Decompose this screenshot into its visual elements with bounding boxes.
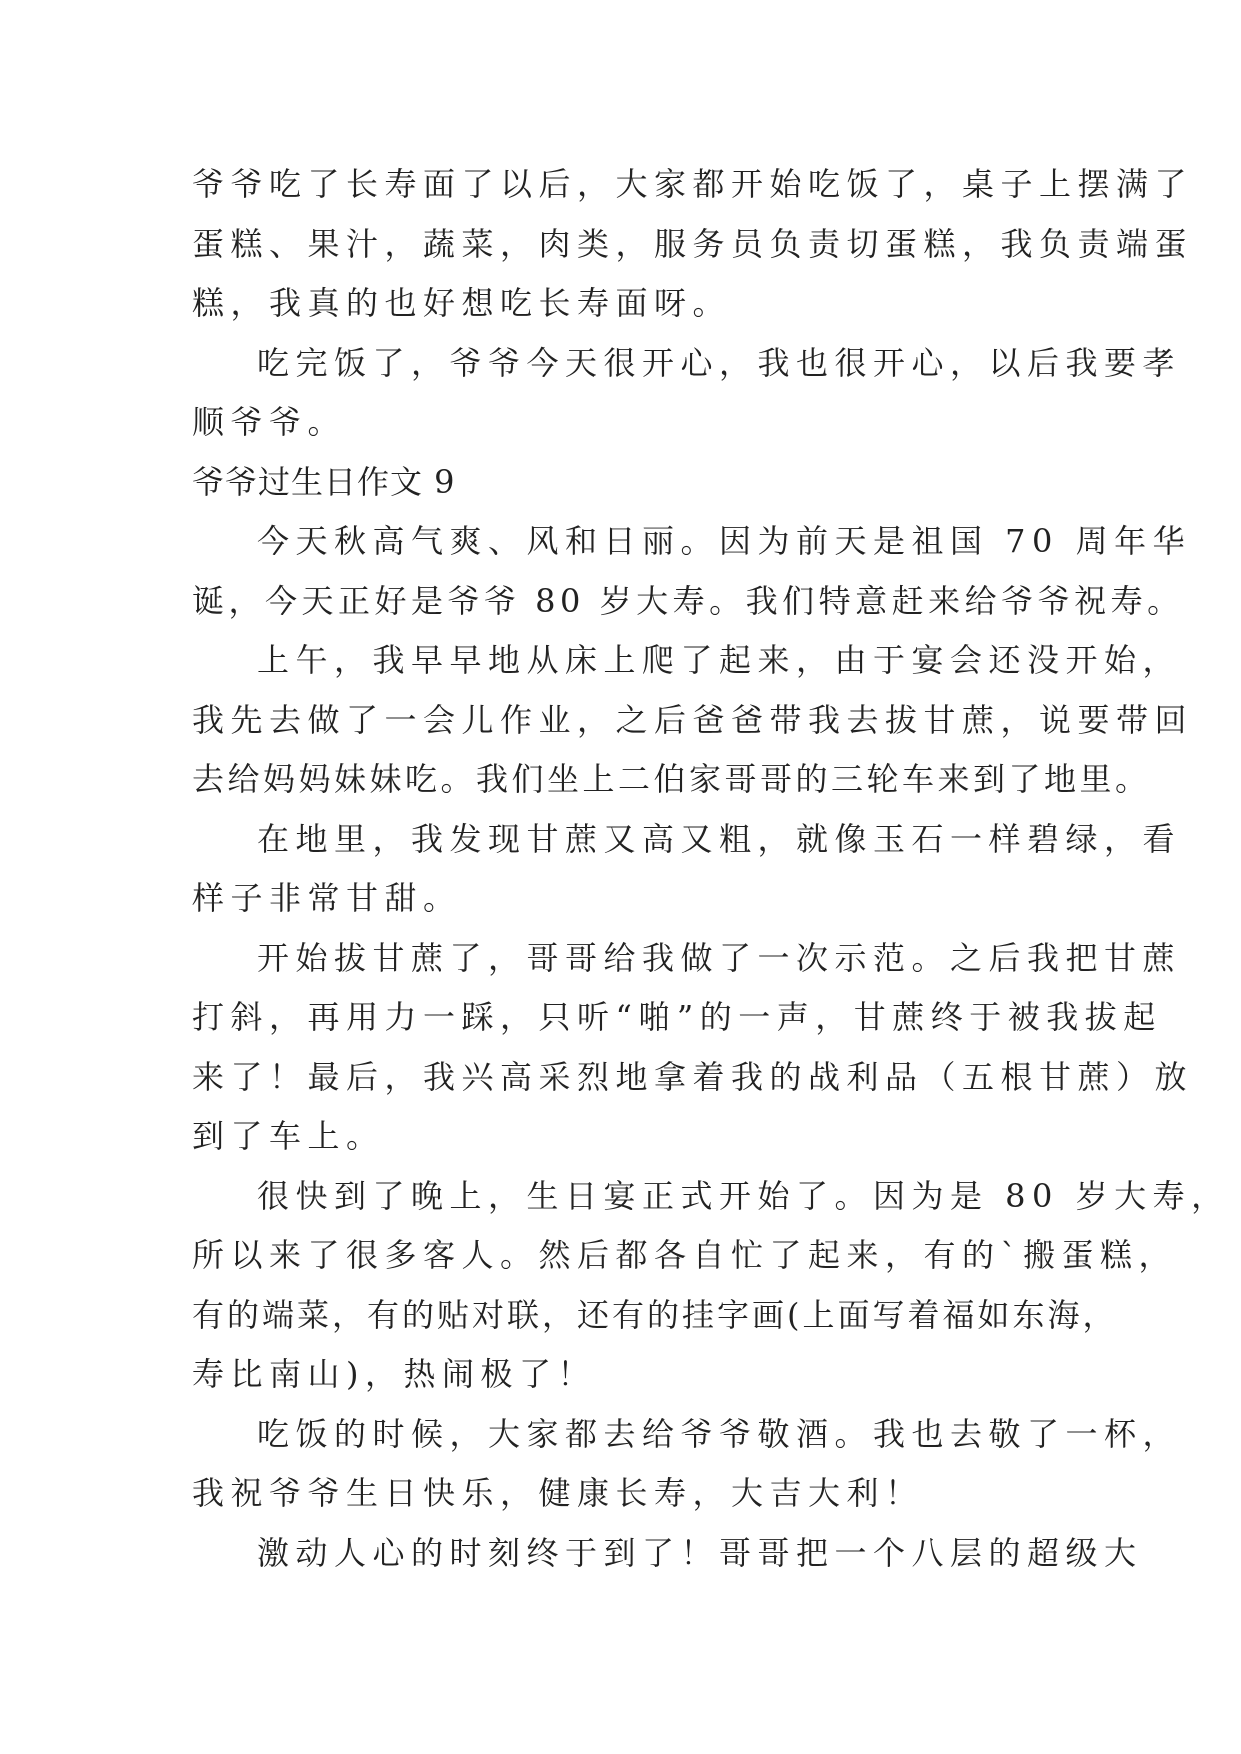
text-line: 有的端菜，有的贴对联，还有的挂字画(上面写着福如东海， — [192, 1295, 1118, 1334]
text-line: 在地里，我发现甘蔗又高又粗，就像玉石一样碧绿，看 — [257, 819, 1182, 858]
text-line: 激动人心的时刻终于到了！哥哥把一个八层的超级大 — [257, 1533, 1143, 1572]
text-line: 爷爷吃了长寿面了以后，大家都开始吃饭了，桌子上摆满了 — [192, 165, 1194, 203]
text-line: 开始拔甘蔗了，哥哥给我做了一次示范。之后我把甘蔗 — [257, 938, 1182, 977]
document-body — [192, 155, 1230, 1583]
text-line: 顺爷爷。 — [192, 403, 347, 441]
text-line: 蛋糕、果汁，蔬菜，肉类，服务员负责切蛋糕，我负责端蛋 — [192, 224, 1194, 263]
text-line: 上午，我早早地从床上爬了起来，由于宴会还没开始， — [257, 641, 1182, 679]
text-line: 寿比南山)，热闹极了！ — [192, 1355, 596, 1393]
text-line: 很快到了晚上，生日宴正式开始了。因为是 80 岁大寿， — [257, 1176, 1230, 1215]
text-line: 吃饭的时候，大家都去给爷爷敬酒。我也去敬了一杯， — [257, 1414, 1182, 1453]
text-line: 我先去做了一会儿作业，之后爸爸带我去拔甘蔗，说要带回 — [192, 700, 1194, 739]
text-line: 所以来了很多客人。然后都各自忙了起来，有的`搬蛋糕， — [192, 1236, 1178, 1274]
text-line: 糕，我真的也好想吃长寿面呀。 — [192, 284, 732, 322]
text-line: 到了车上。 — [192, 1117, 385, 1155]
text-line: 打斜，再用力一踩，只听“啪”的一声，甘蔗终于被我拔起 — [192, 998, 1162, 1036]
text-line: 来了！最后，我兴高采烈地拿着我的战利品（五根甘蔗）放 — [192, 1057, 1194, 1096]
text-line: 吃完饭了，爷爷今天很开心，我也很开心，以后我要孝 — [257, 343, 1182, 382]
text-line: 诞，今天正好是爷爷 80 岁大寿。我们特意赶来给爷爷祝寿。 — [192, 581, 1184, 620]
text-line: 样子非常甘甜。 — [192, 879, 462, 917]
text-line: 我祝爷爷生日快乐，健康长寿，大吉大利！ — [192, 1474, 924, 1512]
section-heading: 爷爷过生日作文 9 — [192, 462, 456, 501]
text-line: 去给妈妈妹妹吃。我们坐上二伯家哥哥的三轮车来到了地里。 — [192, 760, 1151, 798]
text-line: 今天秋高气爽、风和日丽。因为前天是祖国 70 周年华 — [257, 522, 1192, 560]
